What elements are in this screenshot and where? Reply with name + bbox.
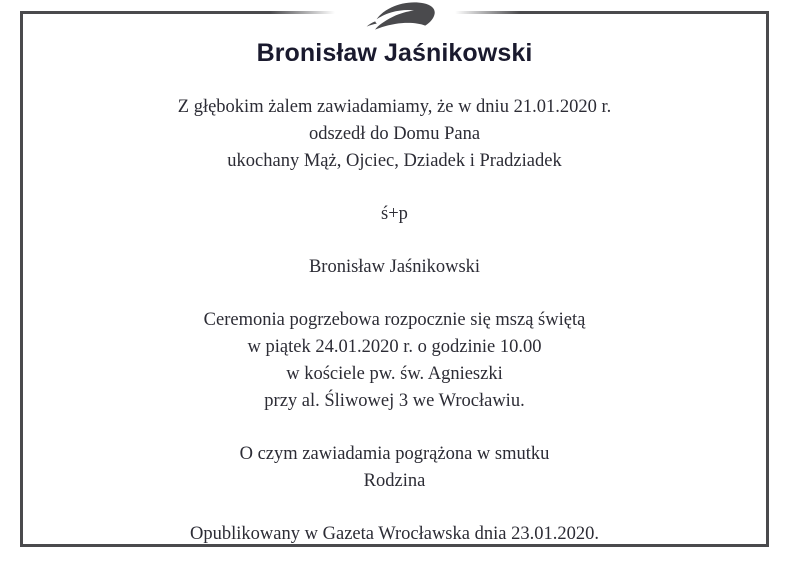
family-line: O czym zawiadamia pogrążona w smutku (239, 444, 550, 464)
announcement-line: ukochany Mąż, Ojciec, Dziadek i Pradziadek (227, 151, 562, 171)
page-title: Bronisław Jaśnikowski (256, 39, 533, 67)
announcement-block (0, 94, 789, 175)
announcement-line: odszedł do Domu Pana (308, 124, 481, 144)
family-block (0, 441, 789, 495)
publication-block (0, 521, 789, 548)
ceremony-block (0, 307, 789, 415)
abbreviation-block (0, 201, 789, 228)
deceased-name-block (0, 254, 789, 281)
announcement-line: Z głębokim żalem zawiadamiamy, że w dniu 21.01.2020 r. (177, 97, 612, 117)
deceased-name: Bronisław Jaśnikowski (308, 257, 481, 277)
publication-text: Opublikowany w Gazeta Wrocławska dnia 23.01.2020. (190, 524, 599, 544)
ceremony-line: w kościele pw. św. Agnieszki (286, 364, 503, 384)
ceremony-line: w piątek 24.01.2020 r. o godzinie 10.00 (247, 337, 542, 357)
ceremony-line: Ceremonia pogrzebowa rozpocznie się mszą świętą (203, 310, 586, 330)
abbreviation-text: ś+p (381, 204, 408, 224)
ceremony-line: przy al. Śliwowej 3 we Wrocławiu. (264, 391, 525, 411)
family-line: Rodzina (363, 471, 426, 491)
